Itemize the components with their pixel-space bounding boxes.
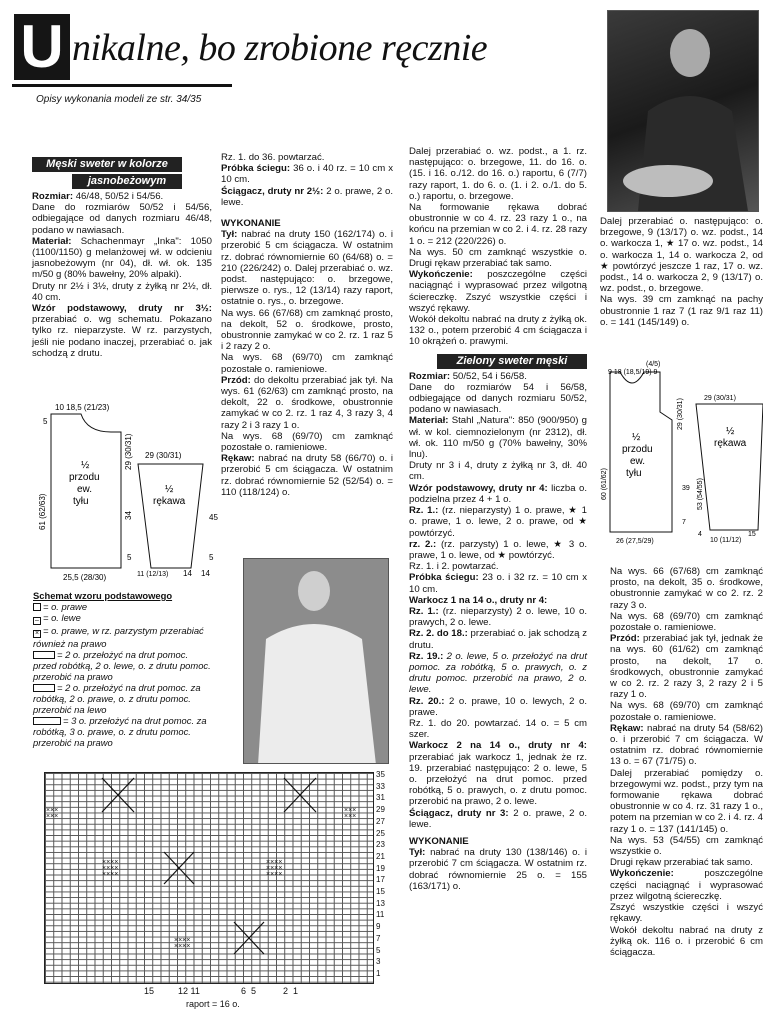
chart-col-label: 2 1 [283,986,299,996]
row-label: 9 [376,922,381,932]
column-2 [221,152,393,498]
legend-item-4: = 2 o. przełożyć na drut pomoc. przed robótką, 2 o. lewe, o. z drutu pomoc. przerobić na prawo [33,649,211,682]
page-subtitle: Opisy wykonania modeli ze str. 34/35 [36,94,202,105]
row-label: 33 [376,781,385,791]
dim-bottom: 25,5 (28/30) [63,573,107,582]
s2-half: ½ [632,432,641,443]
legend-item-6: = 3 o. przełożyć na drut pomoc. za robótką, 3 o. prawe, o. z drutu pomoc. przerobić na prawo [33,715,207,748]
r2-label: rękawa [714,438,747,449]
rib-text: 2 o. prawe, 2 o. lewe. [221,185,393,208]
pattern-legend [33,590,213,748]
s2-bottom: 26 (27,5/29) [616,538,654,545]
size-note: Dane do rozmiarów 50/52 i 54/56, odbiegające od danych rozmiaru 46/48, podano w nawiasach. [32,202,212,236]
purl-symbol-icon: – [33,617,41,625]
svg-text:×××: ××× [344,807,357,814]
sleeve-label: rękawa [153,496,186,507]
back-text-2: nabrać na druty 130 (138/146) o. i przerobić 7 cm ściągacza. W ostatnim rz. dobrać równomiernie 25 o. = 155 (163/171) o. [409,847,587,892]
back-label: Tył: [221,229,238,241]
gauge-text: 36 o. i 40 rz. = 10 cm x 10 cm. [221,163,393,186]
instructions-heading-2: WYKONANIE [409,835,469,847]
gauge-text-2: 23 o. i 32 rz. = 10 cm x 10 cm. [409,572,587,595]
cable2-label: Warkocz 2 na 14 o., druty nr 4: [409,740,587,752]
gauge-label-2: Próbka ściegu: [409,572,479,584]
row2-text: (rz. parzysty) 1 o. lewe, ★ 3 o. prawe, 1 o. lewe, od ★ powtórzyć. [409,538,587,561]
front-text-2: przerabiać jak tył, jednak że na wys. 60 (61/62) cm zamknąć prosto, na dekolt, 17 o. środkowych, obustronnie zamykać w co 2. rz. 2 razy 3, 2 razy 2 i 5 razy 1 o. [610,633,763,701]
rib-label: Ściągacz, druty nr 2½: [221,185,324,197]
pattern-label: Wzór podstawowy, druty nr 3½: [32,303,212,315]
schematic-front-back-sleeve [33,400,218,582]
row1-text: (rz. nieparzysty) 1 o. prawe, ★ 1 o. prawe, 1 o. lewe, 2 o. prawe, od ★ powtórzyć. [409,505,587,539]
column-3 [409,146,587,892]
col4-p6: Dalej przerabiać pomiędzy o. brzegowymi wz. podst., przy tym na formowanie rękawa dobrać obustronnie w co 4. rz. 31 razy 1 o., potem na przemian w co 2. i 4. rz. 4 razy 1 o. = 137 (141/145) o. [610,767,763,835]
finishing-label: Wykończenie: [409,269,473,281]
col3-p1: Dalej przerabiać o. wz. podst., a 1. rz. następująco: o. brzegowe, 11. do 16. o. (15. i 16. o./12. do 16. o.) raportu, 6 (7/7) razy raport, 1. do 6. o. (1. i 2. o./1. do 5. o.) raportu, o. brzegowe. [409,146,587,202]
section-banner-green: Zielony sweter męski [437,354,587,369]
svg-text:××××: ×××× [174,943,191,950]
schematic-green-sweater [598,360,763,545]
legend-item-5: = 2 o. przełożyć na drut pomoc. za robótką, 2 o. prawe, o. z drutu pomoc. przerobić na lewo [33,682,201,715]
section-banner-beige-1: Męski sweter w kolorze [32,157,182,172]
finishing-text: poszczególne części naciągnąć i wyprasować przez wilgotną ściereczkę. Zszyć wszystkie części i wszyć rękawy. [409,269,587,314]
material-label: Materiał: [32,235,72,247]
row-label: 21 [376,851,385,861]
svg-text:××××: ×××× [174,937,191,944]
sleeve-label-2: Rękaw: [610,722,644,734]
dim-5-right: 5 [43,417,48,426]
pattern-text: przerabiać o. wg schematu. Pokazano tylko rz. nieparzyste. W rz. parzystych, jeśli nie podano inaczej, przerabiać o. jak schodzą z drutu. [32,314,212,359]
row-label: 15 [376,887,385,896]
photo-figure-shape [608,11,759,212]
instructions-heading: WYKONANIE [221,218,281,230]
front-text: do dekoltu przerabiać jak tył. Na wys. 61 (62/63) cm zamknąć prosto, na dekolt, 22 o. środkowe, obustronnie zamykać w co 2. rz. 1 raz 4, 3 razy 3, 4 razy 2 i 3 razy 1 o. [221,374,394,431]
cross-symbol-icon: × [34,630,40,637]
chart-row-numbers [376,770,396,984]
r2-4: 4 [698,531,702,538]
label-half: ½ [81,460,90,471]
label-przodu: przodu [69,472,100,483]
sleeve-bottom: 11 (12/13) [137,571,169,578]
finishing-label-2: Wykończenie: [610,868,674,880]
dim-5-bottom: 5 [127,553,132,562]
r2-bottom: 10 (11/12) [710,537,742,544]
row-label: 11 [376,910,385,920]
svg-text:××××: ×××× [266,865,283,872]
needles-text: Druty nr 2½ i 3½, druty z żyłką nr 2½, dł. 40 cm. [32,280,212,303]
s2-przodu: przodu [622,444,653,455]
label-tylu: tyłu [73,496,89,507]
size-note-2: Dane do rozmiarów 54 i 56/58, odbiegające od danych rozmiaru 50/52, podano w nawiasach. [409,381,587,416]
col4-p9: Zszyć wszystkie części i wszyć rękawy. [610,902,763,925]
size-label: Rozmiar: [32,191,74,202]
row-label: 27 [376,816,385,826]
legend-item-3: = o. prawe, w rz. parzystym przerabiać również na prawo [33,625,204,649]
col4-p8: Drugi rękaw przerabiać tak samo. [610,857,753,869]
s2-top-b: (4/5) [646,361,661,368]
material-text-2: Stahl „Natura": 850 (900/950) g wł. w kol. ciemnozielonym (nr 2312), dł. wł. ok. 110 m/50 g (70% bawełny, 30% lnu). [409,415,587,461]
svg-text:×××: ××× [46,813,59,820]
row-label: 3 [376,957,381,967]
col4-p10: Wokół dekoltu nabrać na druty z żyłką ok. 116 o. i przerobić 6 cm ściągacza. [610,924,763,958]
column-1 [32,157,212,359]
s2-mid-dim: 29 (30/31) [677,398,684,430]
photo-man-beige-sweater [243,558,389,764]
row-label: 19 [376,863,385,873]
row2-label: rz. 2.: [409,538,437,550]
col3-p2: Na formowanie rękawa dobrać obustronnie w co 4. rz. 23 razy 1 o., na końcu na przemian w co 2. i 4. rz. 28 razy 1 o. = 212 (220/226) o. [409,202,587,247]
r2-15: 15 [748,531,756,538]
dim-61: 61 (62/63) [38,493,47,530]
svg-text:×××: ××× [344,813,357,820]
row-label: 35 [376,770,385,779]
s2-ew: ew. [630,456,646,467]
chart-cable-marks [44,772,374,984]
cable2-text: przerabiać jak warkocz 1, jednak że rz. 19. przerabiać następująco: 2 o. lewe, 5 o. przełożyć na drut pomoc. przed robótką, 5 o. prawych, o. z drutu pomoc. przerobić na prawo, 2 o. lewe. [409,751,587,808]
row1-label: Rz. 1.: [409,505,439,517]
row-repeat: Rz. 1. i 2. powtarzać. [409,561,499,573]
size-value: 46/48, 50/52 i 54/56. [75,191,164,202]
col2-shoulder-2: Na wys. 68 (69/70) cm zamknąć pozostałe o. ramieniowe. [221,430,393,454]
photo-man-dark-sweater [607,10,759,212]
column-4-bottom [610,566,763,958]
front-label: Przód: [221,374,251,386]
col3-neckband: Wokół dekoltu nabrać na druty z żyłką ok. 132 o., potem przerobić 4 cm ściągacza i 10 okrążeń o. prawymi. [409,314,587,348]
finishing-text-2: poszczególne części naciągnąć i wyprasować przez wilgotną ściereczkę. [610,868,763,902]
row-label: 29 [376,805,385,815]
s2-7: 7 [682,519,686,526]
sleeve-text-2: nabrać na druty 54 (58/62) o. i przerobić 7 cm ściągacza. W ostatnim rz. dobrać równomiernie 13 o. = 67 (71/75) o. [610,722,763,768]
rib-text-2: 2 o. prawe, 2 o. lewe. [409,807,587,830]
s2-39: 39 [682,485,690,492]
legend-item-2: = o. lewe [43,612,81,623]
r2-side: 53 (54/55) [697,478,704,510]
svg-text:××××: ×××× [102,871,119,878]
r2-top: 29 (30/31) [704,395,736,402]
cable1-row2-label: Rz. 2. do 18.: [409,628,468,640]
sleeve-label: Rękaw: [221,453,255,465]
row-label: 25 [376,828,385,838]
title-initial-letter: U [14,14,70,80]
gauge-label: Próbka ściegu: [221,163,291,175]
col2-shoulder: Na wys. 68 (69/70) cm zamknąć pozostałe o. ramieniowe. [221,352,393,375]
cable1-row1-text: (rz. nieparzysty) 2 o. lewe, 10 o. prawych, 2 o. lewe. [409,605,587,629]
svg-text:××××: ×××× [102,865,119,872]
cable1-row1-label: Rz. 1.: [409,605,439,617]
svg-text:××××: ×××× [266,871,283,878]
back-text: nabrać na druty 150 (162/174) o. i przerobić 5 cm ściągacza. W ostatnim rz. dobrać równomiernie 60 (64/68) o. = 210 (226/242) o. Dalej przerabiać o. wz. podst. następująco: o. brzegowe, pierwsze o. rys., 12 (13/14) razy raport, ostatnie o. rys., o. brzegowe. [221,229,393,308]
row-label: 17 [376,875,385,885]
row-label: 5 [376,945,381,955]
pattern-label-2: Wzór podstawowy, druty nr 4: [409,482,548,494]
row-label: 31 [376,793,385,803]
cable1-label: Warkocz 1 na 14 o., druty nr 4: [409,594,548,606]
cable1-row19-text: 2 o. lewe, 5 o. przełożyć na drut pomoc. za robótką, 5 o. prawych, o. z drutu pomoc. przerobić na prawo, 2 o. lewe. [409,650,588,696]
back-label-2: Tył: [409,847,426,859]
photo-figure-shape [244,559,389,764]
row-label: 13 [376,898,385,908]
material-label-2: Materiał: [409,415,449,427]
col2-neckline: Na wys. 66 (67/68) cm zamknąć prosto, na dekolt, 52 o. środkowe, prosto, obustronnie zamykać w co 2. rz. 1 raz 5 i 2 razy 2 o. [221,307,393,353]
col4-p7: Na wys. 53 (54/55) cm zamknąć wszystkie o. [610,834,763,858]
sleeve-45: 45 [209,513,218,522]
chart-col-label: 15 [144,986,155,996]
chart-repeat-label: raport = 16 o. [186,999,240,1009]
col4-p5: Na wys. 68 (69/70) cm zamknąć pozostałe o. ramieniowe. [610,700,763,723]
sleeve-text: nabrać na druty 58 (66/70) o. i przerobić 5 cm ściągacza. W ostatnim rz. dobrać równomiernie 52 (52/54) o. = 110 (118/124) o. [221,453,393,498]
title-underline [12,84,232,87]
sleeve-half: ½ [165,484,174,495]
needles-text-2: Druty nr 3 i 4, druty z żyłką nr 3, dł. 40 cm. [409,460,587,483]
cable1-row20-text: 2 o. prawe, 10 o. lewych, 2 o. prawe. [409,695,588,718]
sleeve-top-dim: 29 (30/31) [145,451,182,460]
dim-29: 29 (30/31) [124,433,133,470]
row-label: 1 [376,968,381,978]
legend-heading: Schemat wzoru podstawowego [33,590,173,601]
sleeve-14b: 14 [201,569,210,578]
knit-symbol-icon [33,603,41,611]
s2-tylu: tyłu [626,468,642,479]
knitting-chart [44,772,374,984]
cable-left-icon [33,651,55,659]
cable1-repeat: Rz. 1. do 20. powtarzać. 14 o. = 5 cm szer. [409,717,587,741]
col4-p3: Na wys. 66 (67/68) cm zamknąć prosto, na dekolt, 35 o. środkowe, obustronnie zamykać w co 2. rz. 2 razy 3 o. [610,566,763,611]
svg-text:×××: ××× [46,807,59,814]
s2-top: 9 18 (18,5/19) 9 [608,369,658,376]
chart-col-label: 6 5 [241,986,257,996]
material-text: Schachenmayr „Inka": 1050 (1100/1150) g melanżowej wł. w odcieniu jasnobeżowym (nr 04), dł. wł. ok. 135 m/50 g (80% bawełny, 20% alpaki). [32,235,213,281]
page-title: nikalne, bo zrobione ręcznie [72,27,488,69]
section-banner-beige-2: jasnobeżowym [72,174,182,189]
col2-repeat: Rz. 1. do 36. powtarzać. [221,152,325,163]
r2-half: ½ [726,426,735,437]
cable-six-icon [33,717,61,725]
chart-col-label: 12 11 [178,986,200,996]
size-label-2: Rozmiar: [409,370,451,382]
s2-left-dim: 60 (61/62) [601,468,608,500]
col4-p4: Na wys. 68 (69/70) cm zamknąć pozostałe o. ramieniowe. [610,610,763,634]
row-label: 7 [376,933,381,943]
pattern-text-2: liczba o. podzielna przez 4 + 1 o. [409,482,587,505]
row-label: 23 [376,840,385,850]
legend-item-1: = o. prawe [43,601,88,612]
front-label-2: Przód: [610,633,640,645]
label-ew: ew. [77,484,93,495]
col4-p2: Na wys. 39 cm zamknąć na pachy obustronnie 1 raz 7 (1 raz 9/1 raz 11) o. = 141 (145/149) o. [600,294,763,328]
column-4-top [600,216,763,328]
dim-top: 10 18,5 (21/23) [55,403,110,412]
col4-p1: Dalej przerabiać o. następująco: o. brzegowe, 9 (13/17) o. wz. podst., 14 o. warkocza 1, ★ 17 o. wz. podst., 14 o. warkocza 1, 14 o. warkocza 2, od ★ powtórzyć jeszcze 1 raz, 17 o. wz. podst., 14 o. warkocza 2, 9 (13/17) o. wz. podst., o. brzegowe. [600,216,763,295]
dim-34: 34 [124,511,133,520]
cable1-row20-label: Rz. 20.: [409,695,445,707]
col3-p3: Na wys. 50 cm zamknąć wszystkie o. Drugi rękaw przerabiać tak samo. [409,246,587,270]
rib-label-2: Ściągacz, druty nr 3: [409,807,509,819]
size-value-2: 50/52, 54 i 56/58. [452,370,527,382]
cable-right-icon [33,684,55,692]
sleeve-5: 5 [209,553,214,562]
cable1-row19-label: Rz. 19.: [409,650,444,662]
cable1-row2-text: przerabiać o. jak schodzą z drutu. [409,628,588,651]
svg-text:××××: ×××× [266,859,283,866]
sleeve-14a: 14 [183,569,192,578]
svg-text:××××: ×××× [102,859,119,866]
